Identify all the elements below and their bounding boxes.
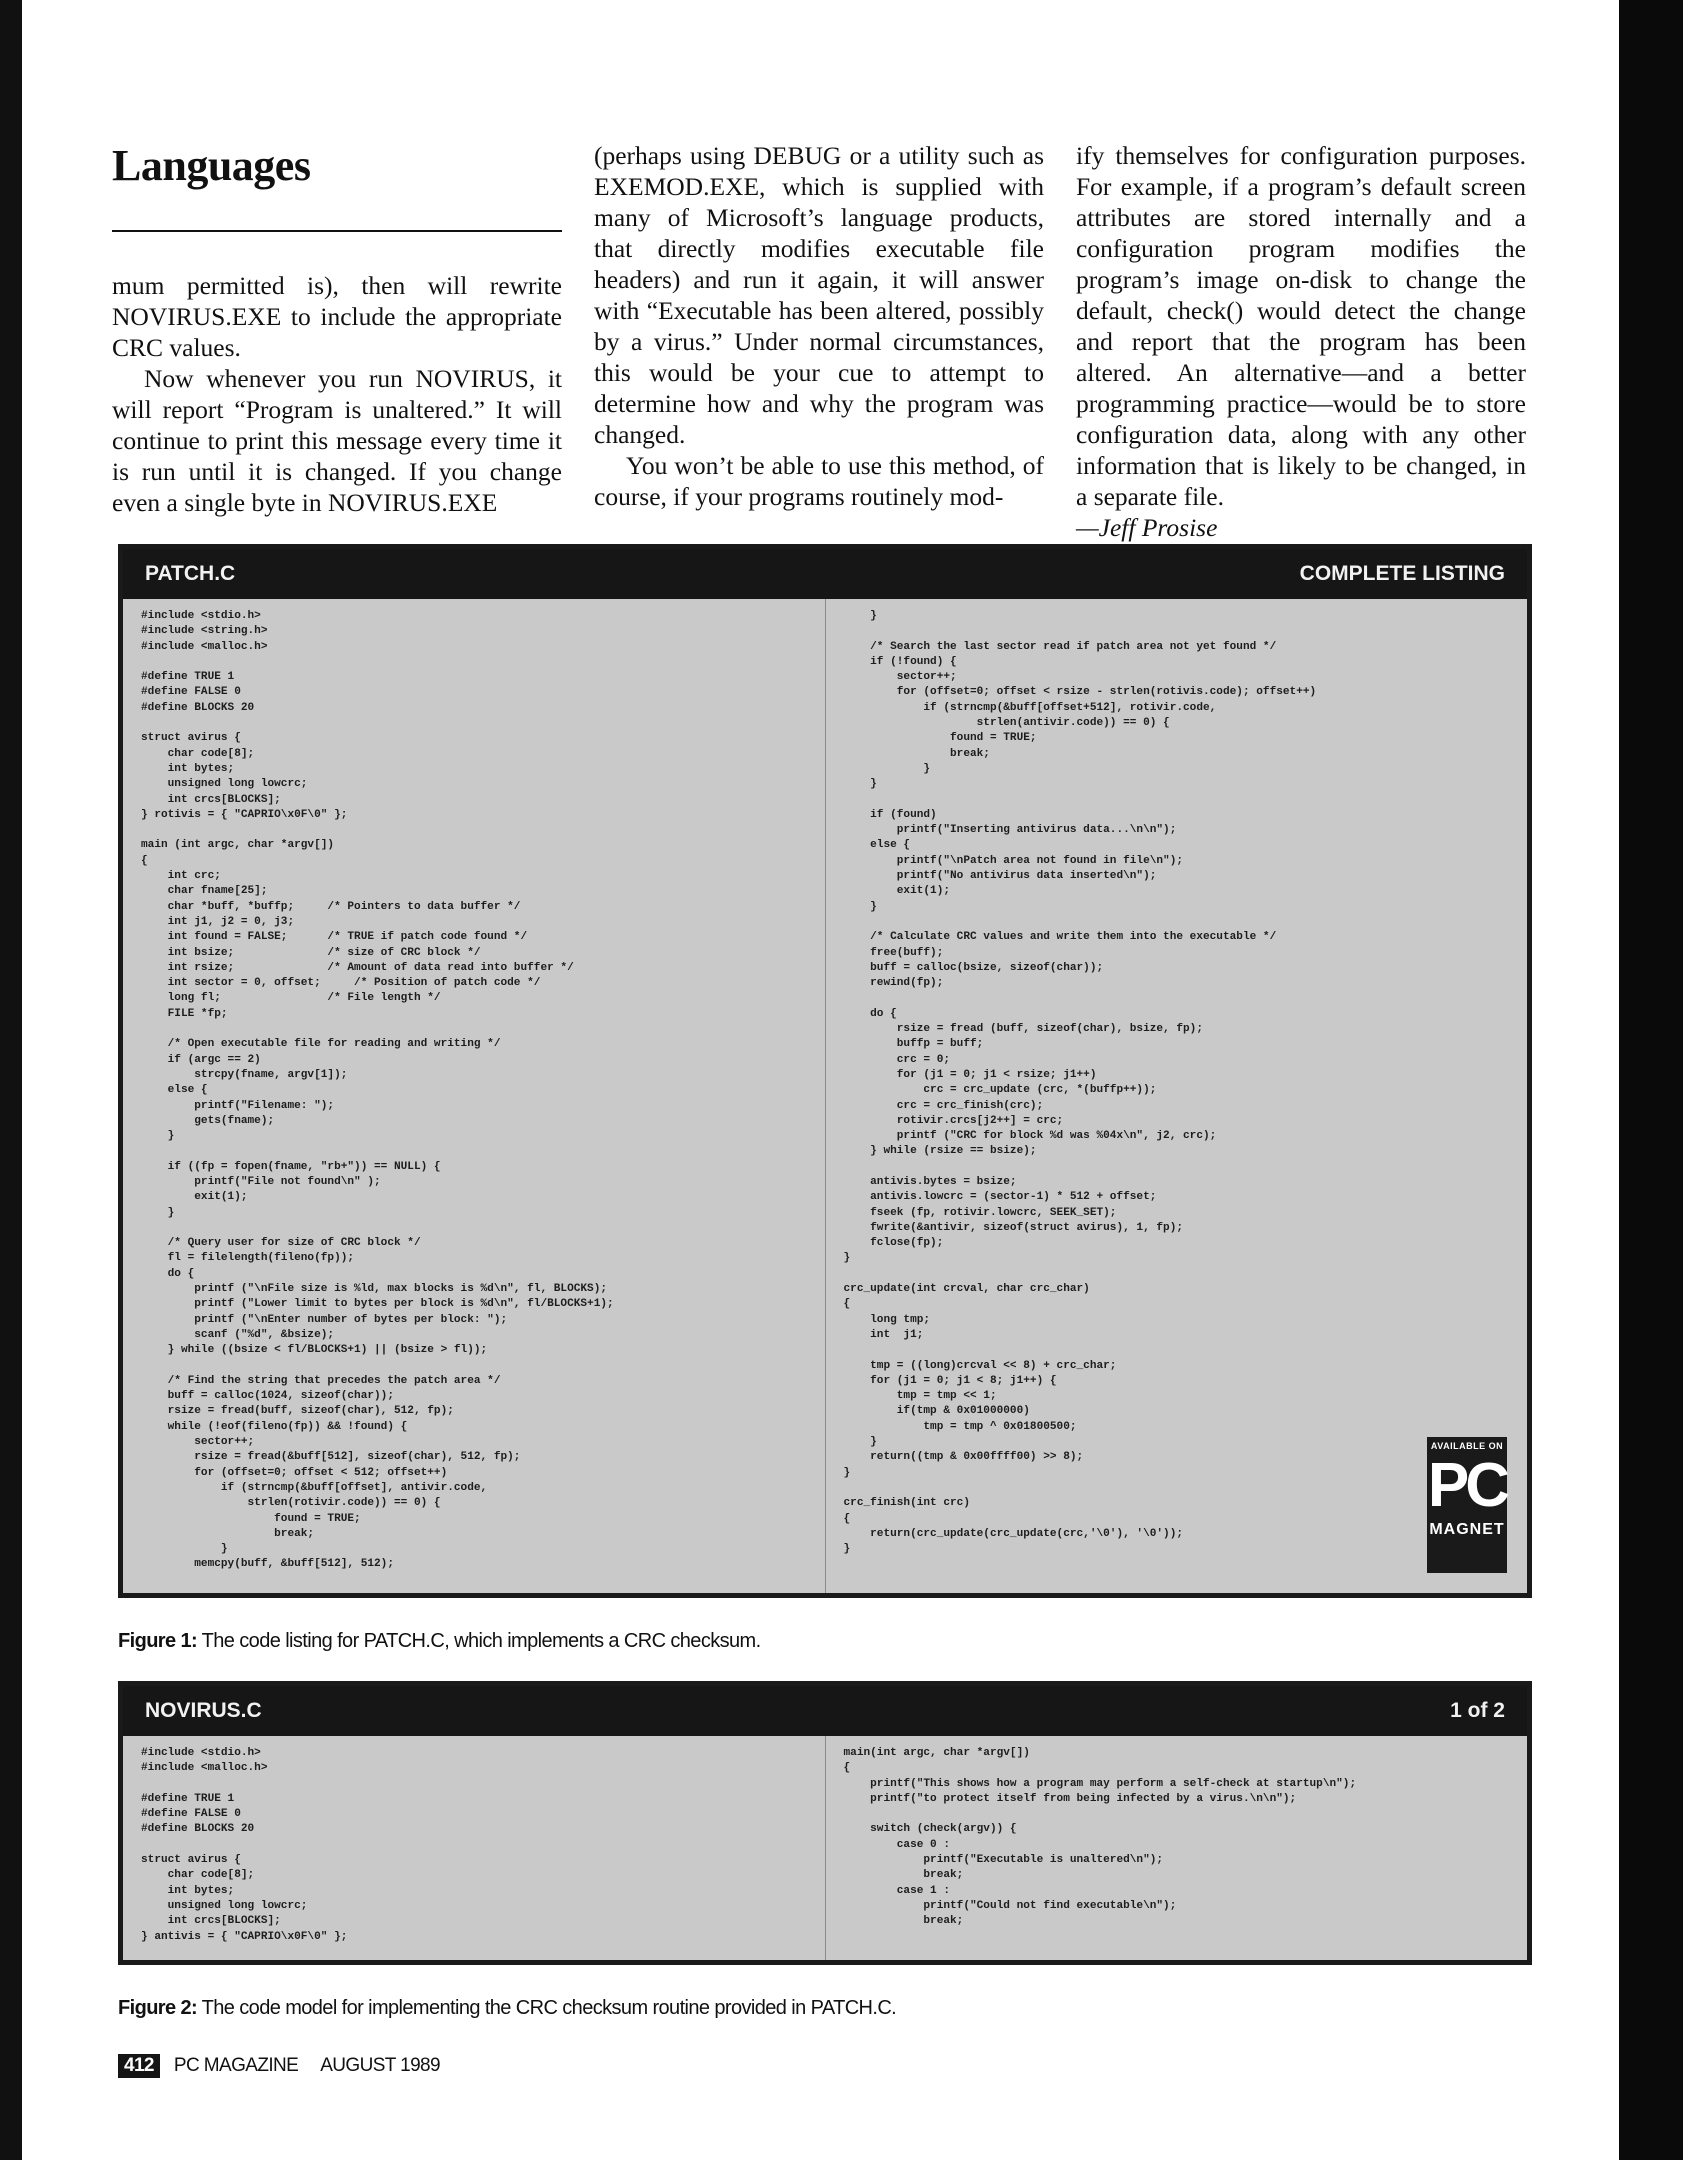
code-column-right [825,599,1528,1593]
heading-rule [112,230,562,232]
badge-magnet-text: MAGNET [1429,1521,1505,1538]
listing-body [123,599,1527,1593]
caption-text: The code model for implementing the CRC checksum routine provided in PATCH.C. [197,1997,897,2019]
listing-title: NOVIRUS.C [145,1699,262,1722]
article-column-1 [112,270,562,518]
caption-text: The code listing for PATCH.C, which implements a CRC checksum. [197,1630,761,1652]
figure-1-listing [118,544,1532,1598]
figure-1-caption [118,1630,761,1653]
paragraph: You won’t be able to use this method, of course, if your programs routinely mod- [594,451,1044,511]
section-heading: Languages [112,141,311,190]
caption-label: Figure 2: [118,1997,198,2019]
paragraph: Now whenever you run NOVIRUS, it will report “Program is unaltered.” It will continue to print this message every time it is run until it is changed. If you change even a single byte in NOVIRUS.EXE [112,364,562,517]
code-block: #include <stdio.h> #include <malloc.h> #define TRUE 1 #define FALSE 0 #define BLOCKS 20 struct avirus { char code[8]; int bytes; unsigned long lowcrc; int crcs[BLOCKS]; } antivis = { "CAPRIO\x0F\0" }; [141,1747,348,1943]
paragraph: ify themselves for configuration purposes. For example, if a program’s default screen attributes are stored internally and a configuration program modifies the program’s image on-disk to change the default, check() would detect the change and report that the program has been altered. An alternative—and a better programming practice—would be to store configuration data, along with any other information that is likely to be changed, in a separate file. [1076,141,1526,511]
author-signature: —Jeff Prosise [1076,513,1218,542]
code-block: main(int argc, char *argv[]) { printf("This shows how a program may perform a self-check at startup\n"); printf("to protect itself from being infected by a virus.\n\n"); switch (check(argv)) { case 0 : printf("Executable is unaltered\n"); break; case 1 : printf("Could not find executable\n"); break; [843,1747,1357,1928]
listing-body [123,1736,1527,1960]
badge-pc-text: PC [1427,1451,1507,1520]
scan-edge-right [1619,0,1683,2160]
page-number: 412 [118,2054,160,2078]
paragraph: mum permitted is), then will rewrite NOVIRUS.EXE to include the appropriate CRC values. [112,271,562,362]
caption-label: Figure 1: [118,1630,198,1652]
figure-2-listing [118,1681,1532,1965]
listing-label: 1 of 2 [1450,1699,1505,1722]
listing-title-bar [123,549,1527,599]
page-footer [118,2054,440,2078]
code-block: } /* Search the last sector read if patch area not yet found */ if (!found) { sector++; for (offset=0; offset < rsize - strlen(rotivis.code); offset++) if (strncmp(&buff[offset+512], rotivir.code, strlen(antivir.code)) == 0) { found = TRUE; break; } } if (found) printf("Inserting antivirus data...\n\n"); else { printf("\nPatch area not found in file\n"); printf("No antivirus data inserted\n"); exit(1); } /* Calculate CRC values and write them into the executable */ free(buff); buff = calloc(bsize, sizeof(char)); rewind(fp); do { rsize = fread (buff, sizeof(char), bsize, fp); buffp = buff; crc = 0; for (j1 = 0; j1 < rsize; j1++) crc = crc_update (crc, *(buffp++)); crc = crc_finish(crc); rotivir.crcs[j2++] = crc; printf ("CRC for block %d was %04x\n", j2, crc); } while (rsize == bsize); antivis.bytes = bsize; antivis.lowcrc = (sector-1) * 512 + offset; fseek (fp, rotivir.lowcrc, SEEK_SET); fwrite(&antivir, sizeof(struct avirus), 1, fp); fclose(fp); } crc_update(int crcval, char crc_char) { long tmp; int j1; tmp = ((long)crcval << 8) + crc_char; for (j1 = 0; j1 < 8; j1++) { tmp = tmp << 1; if(tmp & 0x01000000) tmp = tmp ^ 0x01800500; } return((tmp & 0x00ffff00) >> 8); } crc_finish(int crc) { return(crc_update(crc_update(crc,'\0'), '\0')); } [843,610,1317,1556]
listing-title: PATCH.C [145,562,236,585]
code-column-right [825,1736,1528,1960]
magazine-name: PC MAGAZINE [173,2055,299,2076]
article-column-2 [594,140,1044,512]
badge-top-text: AVAILABLE ON [1430,1441,1504,1451]
code-column-left [123,1736,825,1960]
pc-magnet-badge [1427,1437,1507,1573]
figure-2-caption [118,1997,896,2020]
scan-edge-left [0,0,22,2160]
code-block: #include <stdio.h> #include <string.h> #include <malloc.h> #define TRUE 1 #define FALSE 0 #define BLOCKS 20 struct avirus { char code[8]; int bytes; unsigned long lowcrc; int crcs[BLOCKS]; } rotivis = { "CAPRIO\x0F\0" }; main (int argc, char *argv[]) { int crc; char fname[25]; char *buff, *buffp; /* Pointers to data buffer */ int j1, j2 = 0, j3; int found = FALSE; /* TRUE if patch code found */ int bsize; /* size of CRC block */ int rsize; /* Amount of data read into buffer */ int sector = 0, offset; /* Position of patch code */ long fl; /* File length */ FILE *fp; /* Open executable file for reading and writing */ if (argc == 2) strcpy(fname, argv[1]); else { printf("Filename: "); gets(fname); } if ((fp = fopen(fname, "rb+")) == NULL) { printf("File not found\n" ); exit(1); } /* Query user for size of CRC block */ fl = filelength(fileno(fp)); do { printf ("\nFile size is %ld, max blocks is %d\n", fl, BLOCKS); printf ("Lower limit to bytes per block is %d\n", fl/BLOCKS+1); printf ("\nEnter number of bytes per block: "); scanf ("%d", &bsize); } while ((bsize < fl/BLOCKS+1) || (bsize > fl)); /* Find the string that precedes the patch area */ buff = calloc(1024, sizeof(char)); rsize = fread(buff, sizeof(char), 512, fp); while (!eof(fileno(fp)) && !found) { sector++; rsize = fread(&buff[512], sizeof(char), 512, fp); for (offset=0; offset < 512; offset++) if (strncmp(&buff[offset], antivir.code, strlen(rotivir.code)) == 0) { found = TRUE; break; } memcpy(buff, &buff[512], 512); [141,610,614,1571]
listing-title-bar [123,1686,1527,1736]
paragraph: (perhaps using DEBUG or a utility such as EXEMOD.EXE, which is supplied with many of Microsoft’s language products, that directly modifies executable file headers) and run it again, it will answer with “Executable has been altered, possibly by a virus.” Under normal circumstances, this would be your cue to attempt to determine how and why the program was changed. [594,141,1044,449]
article-column-3 [1076,140,1526,543]
code-column-left [123,599,825,1593]
issue-date: AUGUST 1989 [320,2055,440,2076]
listing-label: COMPLETE LISTING [1299,562,1505,585]
